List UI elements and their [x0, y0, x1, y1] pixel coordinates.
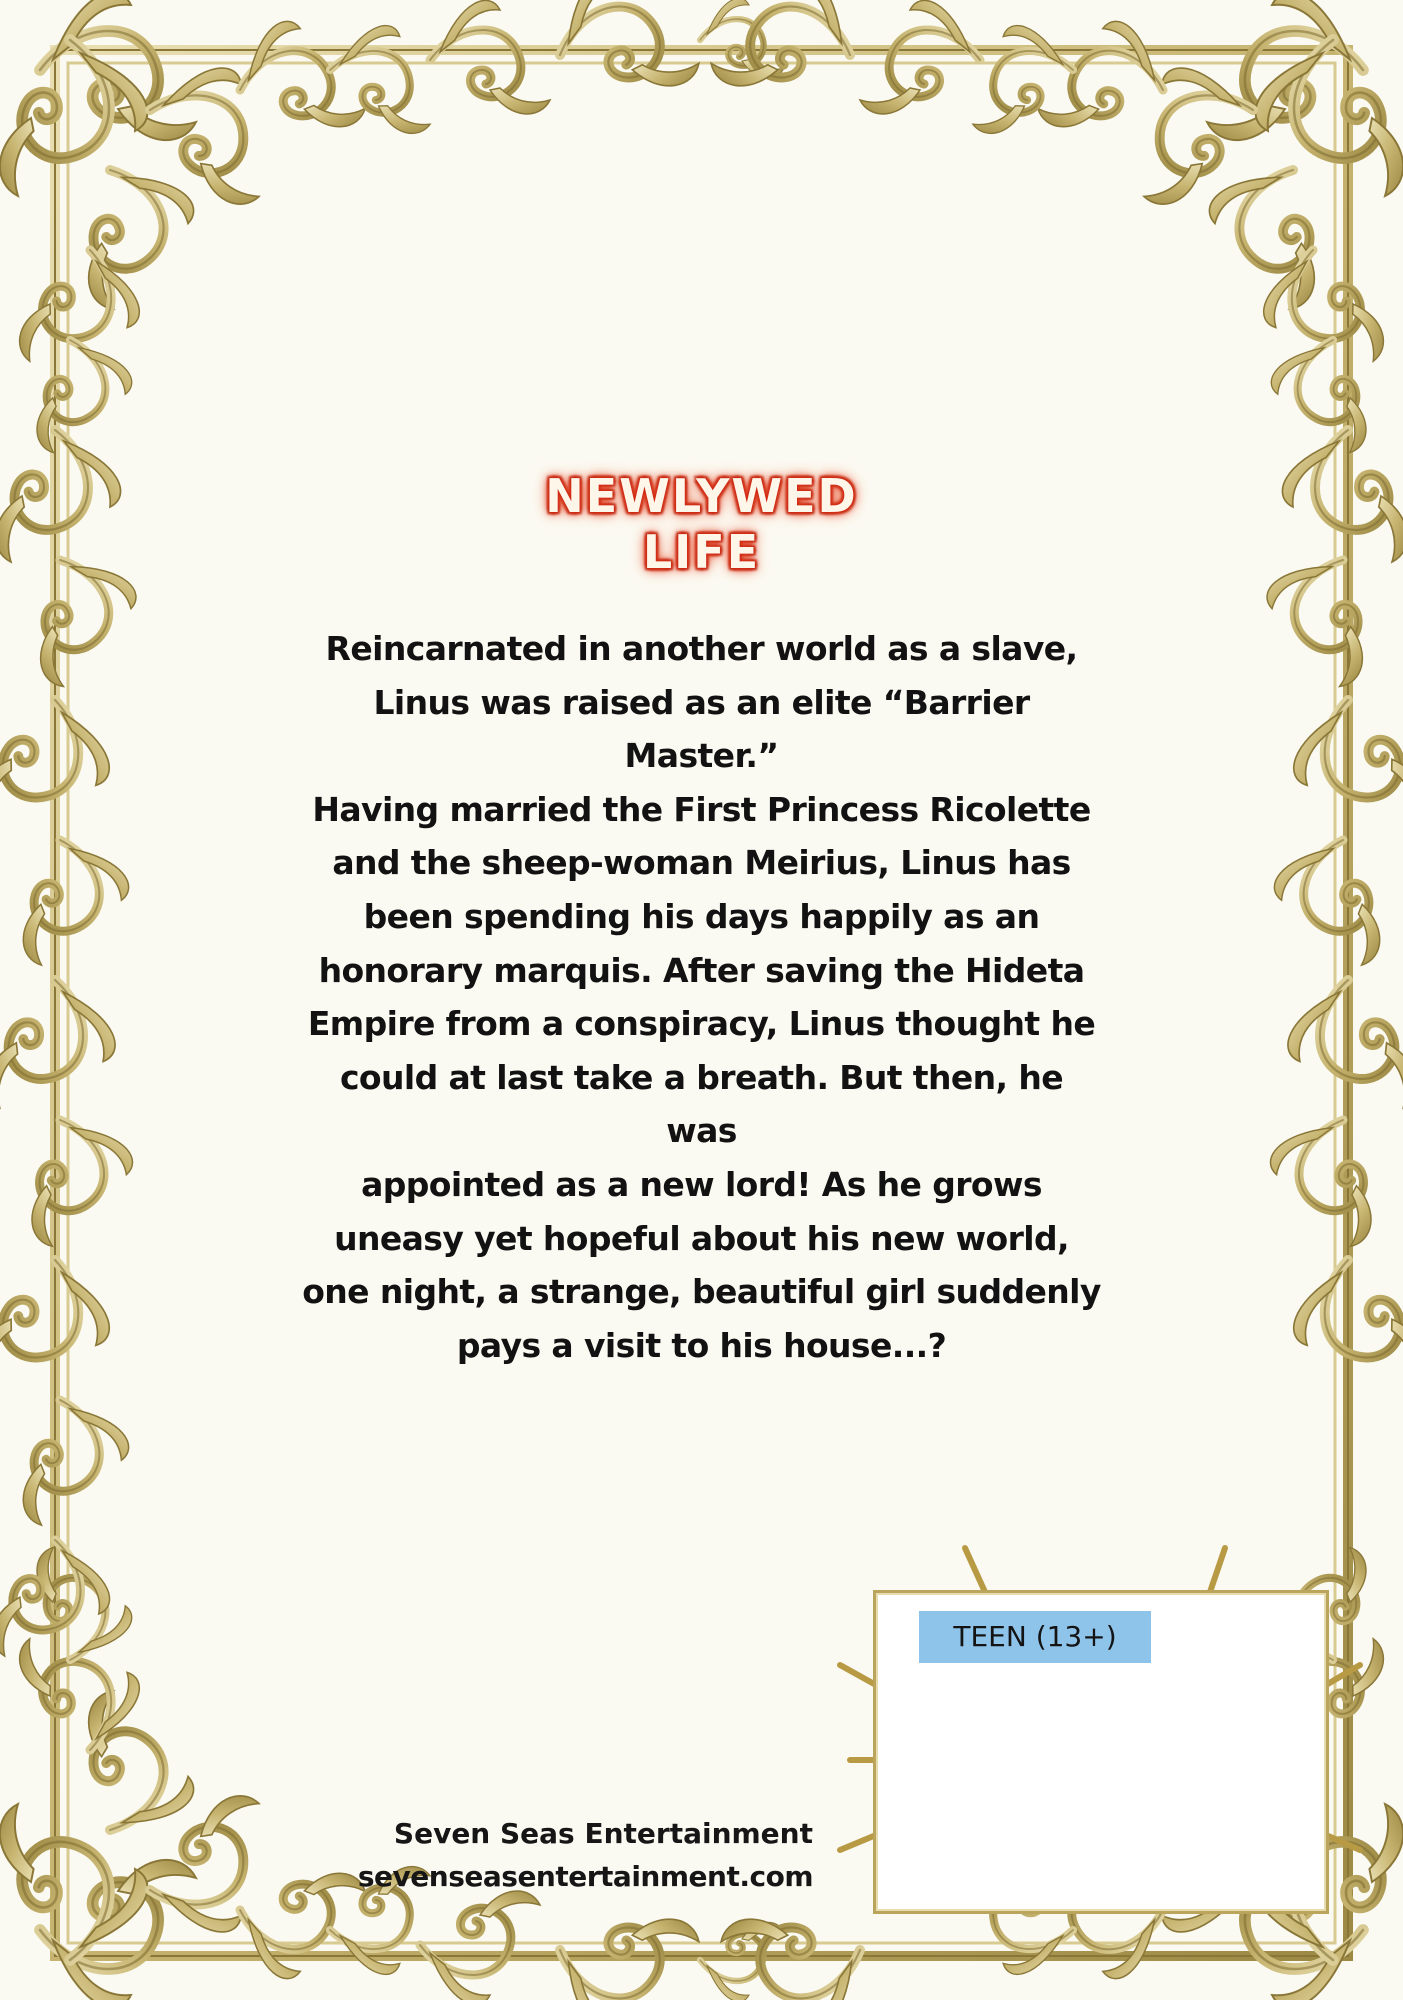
blurb-line: Linus was raised as an elite “Barrier Master.”: [373, 682, 1030, 776]
blurb-line: uneasy yet hopeful about his new world,: [334, 1218, 1069, 1258]
blurb-line: been spending his days happily as an: [363, 896, 1040, 936]
blurb-line: Empire from a conspiracy, Linus thought he: [307, 1004, 1096, 1044]
rating-box: [873, 1590, 1329, 1914]
publisher-url: sevenseasentertainment.com: [357, 1860, 813, 1893]
blurb-line: and the sheep-woman Meirius, Linus has: [332, 843, 1071, 883]
rating-badge: TEEN (13+): [919, 1611, 1151, 1663]
blurb-line: one night, a strange, beautiful girl suddenly: [302, 1272, 1101, 1312]
blurb-line: appointed as a new lord! As he grows: [361, 1164, 1042, 1204]
publisher-info: [358, 1812, 813, 1898]
blurb-line: could at last take a breath. But then, he was: [339, 1057, 1064, 1151]
series-title: [0, 468, 1403, 580]
blurb-line: Reincarnated in another world as a slave,: [325, 629, 1078, 668]
title-line-1: NEWLYWED: [545, 469, 858, 523]
synopsis-blurb: [300, 622, 1103, 1372]
blurb-line: Having married the First Princess Ricolette: [312, 789, 1091, 829]
title-line-2: LIFE: [642, 525, 761, 579]
publisher-name: Seven Seas Entertainment: [393, 1817, 813, 1850]
blurb-line: honorary marquis. After saving the Hideta: [318, 950, 1085, 990]
blurb-line: pays a visit to his house...?: [456, 1325, 947, 1365]
